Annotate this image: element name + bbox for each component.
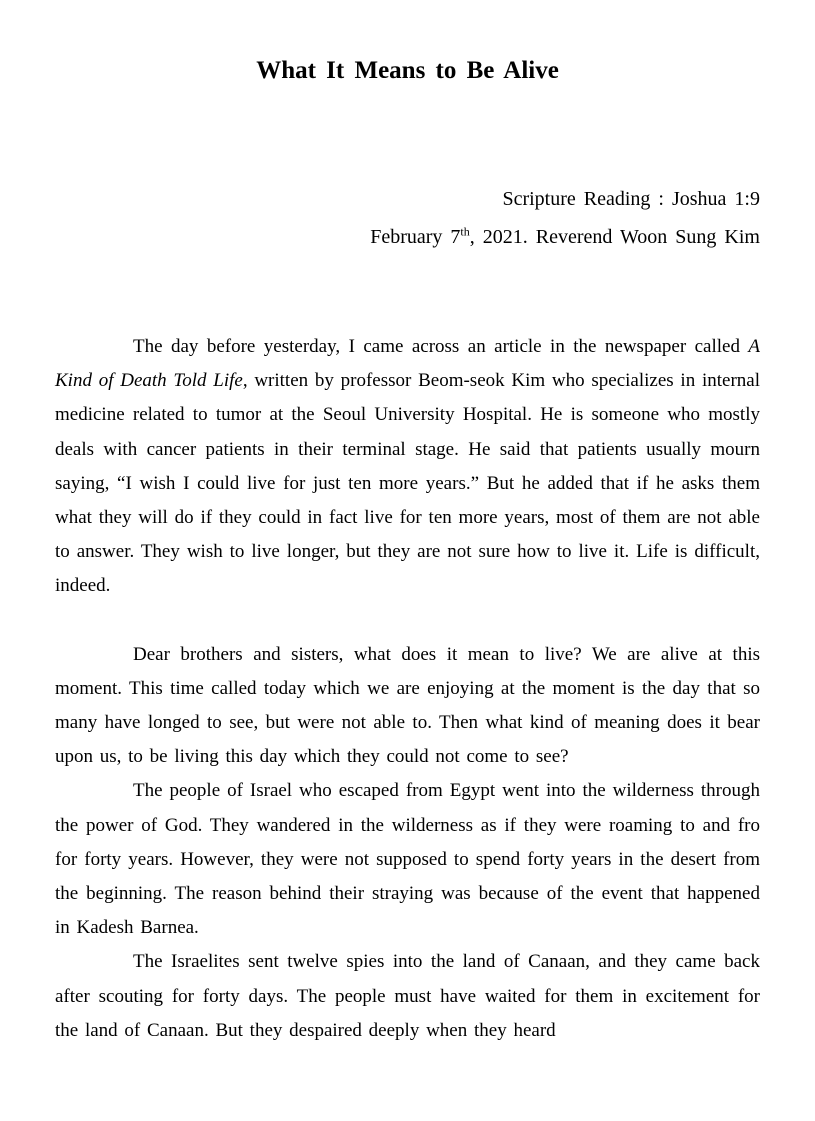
paragraph-2: Dear brothers and sisters, what does it mean to live? We are alive at this moment. This time called today which we are enjoying at the moment is the day that so many have longed to see, but were not able to. Then what kind of meaning does it bear upon us, to be living this day which they could not come to see? bbox=[55, 643, 760, 768]
paragraph-1-part-2: , written by professor Beom-seok Kim who specializes in internal medicine related to tumor at the Seoul University Hospital. He is someone who mostly deals with cancer patients in their terminal stage. He said that patients usually mourn saying, “I wish I could live for just ten more years.” But he added that if he asks them what they will do if they could in fact live for ten more years, most of them are not able to answer. They wish to live longer, but they are not sure how to live it. Life is difficult, indeed. bbox=[55, 370, 760, 597]
date-prefix: February 7 bbox=[370, 226, 461, 248]
article-title: A Kind of Death Told Life bbox=[55, 336, 760, 392]
sermon-body bbox=[55, 330, 760, 1048]
paragraph-4: The Israelites sent twelve spies into the land of Canaan, and they came back after scouting for forty days. The people must have waited for them in excitement for the land of Canaan. But they despaired deeply when they heard bbox=[55, 951, 760, 1041]
paragraph-1-part-1: The day before yesterday, I came across an article in the newspaper called bbox=[133, 336, 749, 357]
scripture-reading: Scripture Reading : Joshua 1:9 bbox=[502, 188, 760, 210]
document-title: What It Means to Be Alive bbox=[256, 57, 559, 84]
sermon-meta bbox=[370, 180, 760, 256]
sermon-date-author bbox=[370, 218, 760, 256]
date-and-author: , 2021. Reverend Woon Sung Kim bbox=[469, 226, 760, 248]
date-ordinal-suffix: th bbox=[460, 224, 470, 239]
paragraph-1 bbox=[55, 330, 760, 604]
paragraph-3: The people of Israel who escaped from Egypt went into the wilderness through the power of God. They wandered in the wilderness as if they were roaming to and fro for forty years. However, they were not supposed to spend forty years in the desert from the beginning. The reason behind their straying was because of the event that happened in Kadesh Barnea. bbox=[55, 780, 760, 939]
